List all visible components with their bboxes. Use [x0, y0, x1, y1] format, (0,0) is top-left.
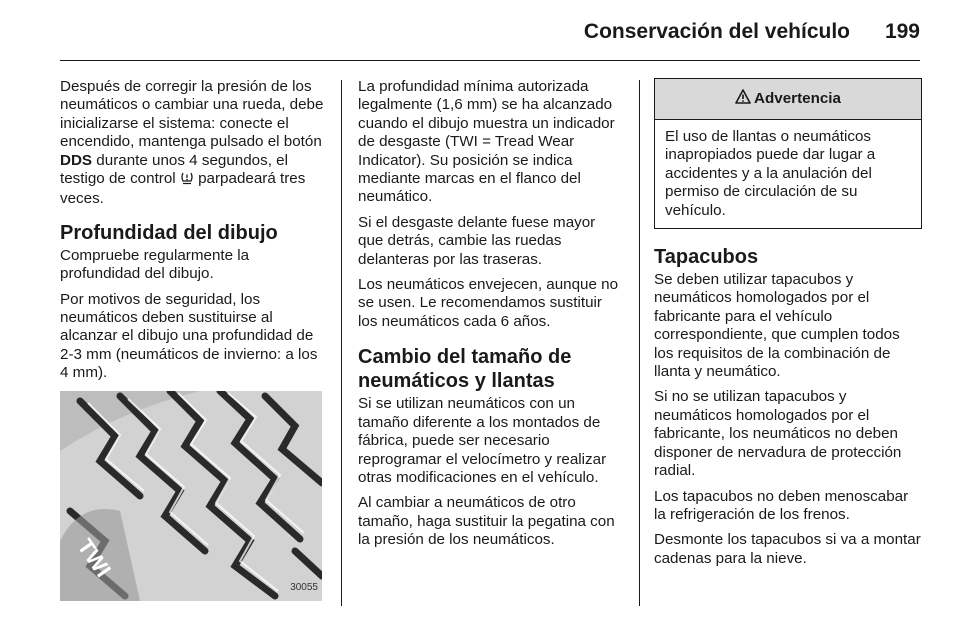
tire-age-paragraph: Los neumáticos envejecen, aunque no se usen. Le recomendamos sustituir los neumáticos cada 6 años.	[358, 276, 619, 330]
figure-number: 30055	[290, 582, 318, 594]
tread-depth-paragraph-1: Compruebe regularmente la profundidad del dibujo.	[60, 246, 250, 283]
column-divider-1	[341, 80, 342, 606]
hubcaps-heading: Tapacubos	[654, 246, 759, 269]
tread-depth-heading: Profundidad del dibujo	[60, 221, 278, 244]
column-2	[358, 78, 623, 557]
wear-rotation-paragraph: Si el desgaste delante fuese mayor que detrás, cambie las ruedas delanteras por las traseras.	[358, 213, 596, 268]
tire-tread-figure	[60, 391, 322, 601]
hubcaps-paragraph-1: Se deben utilizar tapacubos y neumáticos homologados por el fabricante para el vehículo correspondiente, que cumplen todos los requisitos de la combinación de llanta y neumático.	[654, 271, 900, 381]
warning-header	[655, 79, 921, 120]
warning-triangle-icon	[735, 89, 751, 109]
column-divider-2	[639, 80, 640, 606]
twi-label: TWI	[72, 533, 117, 582]
intro-paragraph: Después de corregir la presión de los neumáticos o cambiar una rueda, debe inicializarse el sistema: conecte el encendido, mantenga pulsado el botón DDS durante unos 4 segundos, el testigo de control parpadeará tres veces.	[60, 78, 324, 208]
hubcaps-paragraph-2: Si no se utilizan tapacubos y neumáticos homologados por el fabricante, los neumáticos no deben disponer de nervadura de protección radial.	[654, 388, 902, 480]
size-change-paragraph-2: Al cambiar a neumáticos de otro tamaño, haga sustituir la pegatina con la presión de los neumáticos.	[358, 494, 615, 549]
hubcaps-paragraph-3: Los tapacubos no deben menoscabar la refrigeración de los frenos.	[654, 487, 909, 523]
tread-depth-paragraph-2: Por motivos de seguridad, los neumáticos deben sustituirse al alcanzar el dibujo una profundidad de 2-3 mm (neumáticos de invierno: a los 4 mm).	[60, 290, 318, 382]
size-change-heading: Cambio del tamaño de neumáticos y llantas	[358, 346, 572, 393]
size-change-paragraph-1: Si se utilizan neumáticos con un tamaño diferente a los montados de fábrica, puede ser necesario reprogramar el velocímetro y realizar otras modificaciones en el vehículo.	[358, 395, 607, 486]
minimum-depth-paragraph: La profundidad mínima autorizada legalmente (1,6 mm) se ha alcanzado cuando el dibujo muestra un indicador de desgaste (TWI = Tread Wear Indicator). Su posición se indica mediante marcas en el flanco del neumático.	[358, 78, 615, 206]
tire-pressure-warning-icon	[180, 172, 194, 190]
warning-box	[654, 78, 922, 229]
section-title: Conservación del vehículo	[583, 20, 850, 43]
page-number: 199	[884, 20, 920, 43]
warning-text: El uso de llantas o neumáticos inapropiados puede dar lugar a accidentes y a la anulación del permiso de circulación de su vehículo.	[665, 128, 876, 219]
dds-button-label: DDS	[60, 151, 93, 169]
hubcaps-paragraph-4: Desmonte los tapacubos si va a montar cadenas para la nieve.	[654, 531, 921, 567]
page-header	[60, 18, 920, 61]
warning-title: Advertencia	[754, 89, 841, 107]
column-3	[654, 78, 922, 575]
column-1	[60, 78, 326, 601]
